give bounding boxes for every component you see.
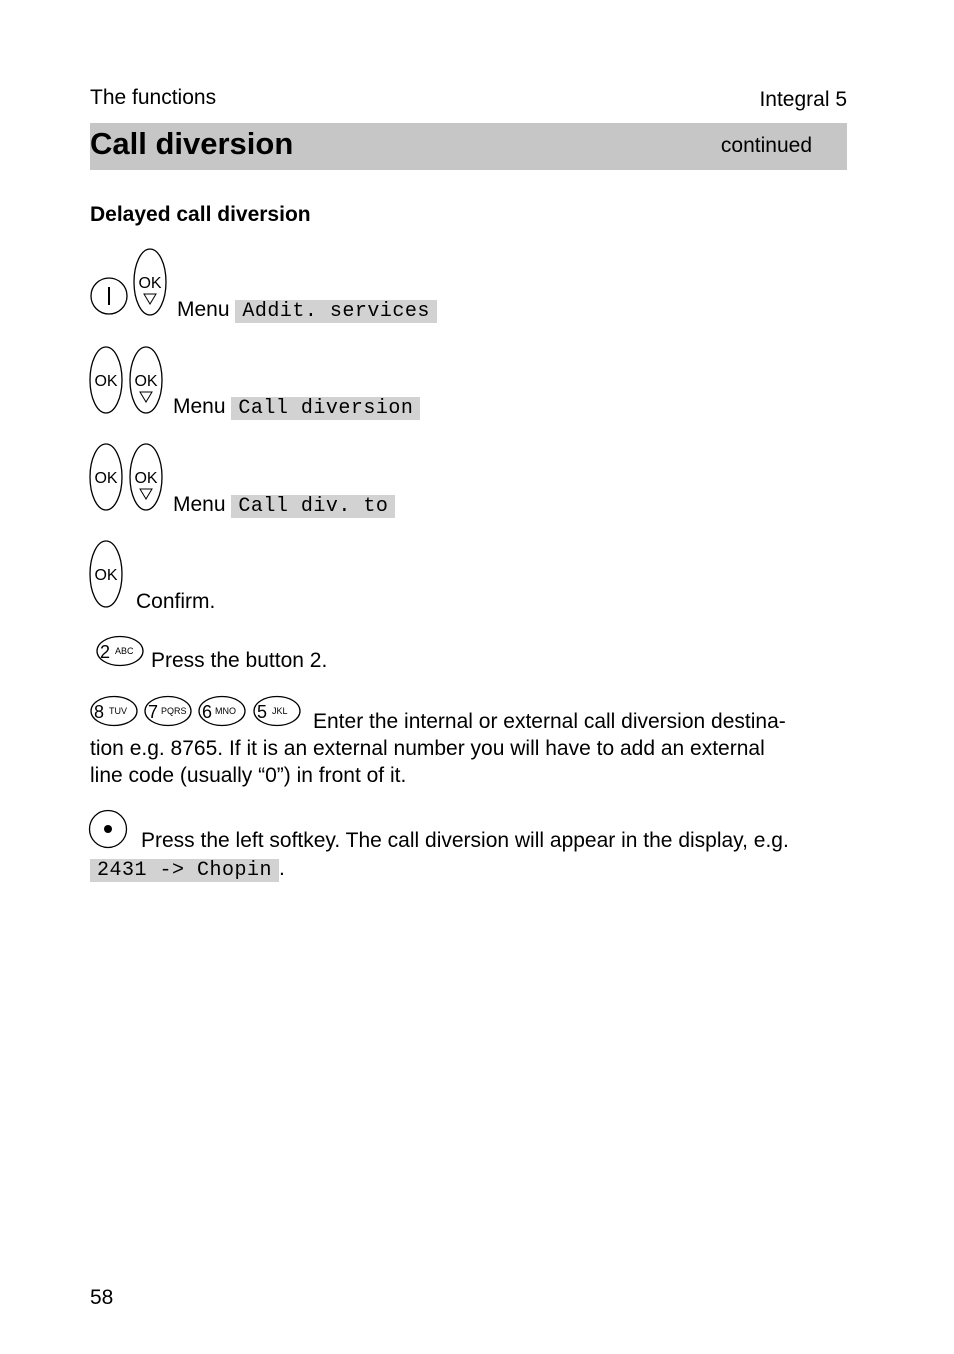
key-2-icon <box>96 636 144 668</box>
key-letters: TUV <box>109 706 127 716</box>
ok-down-key-icon <box>129 443 165 511</box>
ok-key-icon <box>89 540 125 608</box>
menu-label: Menu <box>173 493 226 516</box>
continued-label: continued <box>720 134 812 157</box>
display-text: Call diversion <box>231 397 420 420</box>
menu-label: Menu <box>173 395 226 418</box>
display-text: 2431 -> Chopin <box>90 859 279 882</box>
section-subheading: Delayed call diversion <box>90 203 311 226</box>
key-6-icon <box>198 696 246 728</box>
running-header-section: The functions <box>90 86 217 109</box>
key-letters: ABC <box>115 646 134 656</box>
step-1 <box>177 298 437 323</box>
ok-key-icon <box>89 443 125 511</box>
step-3 <box>173 493 395 518</box>
page-number: 58 <box>90 1286 114 1309</box>
key-5-icon <box>253 696 301 728</box>
ok-label: OK <box>134 373 158 390</box>
softkey-icon <box>89 810 129 850</box>
ok-label: OK <box>94 470 118 487</box>
key-digit: 6 <box>202 702 213 722</box>
period: . <box>279 857 285 880</box>
page-title: Call diversion <box>90 126 294 161</box>
key-8-icon <box>90 696 138 728</box>
step-5-text: Press the button 2. <box>151 649 328 672</box>
step-7-text: Press the left softkey. The call diversion will appear in the display, e.g. <box>141 829 789 852</box>
step-6-line-3: line code (usually “0”) in front of it. <box>90 764 407 787</box>
menu-key-icon <box>90 277 128 315</box>
key-digit: 7 <box>148 702 159 722</box>
key-letters: JKL <box>272 706 288 716</box>
display-text: Addit. services <box>235 300 437 323</box>
ok-label: OK <box>138 275 162 292</box>
step-2 <box>173 395 420 420</box>
ok-key-icon <box>89 346 125 414</box>
ok-down-key-icon <box>129 346 165 414</box>
step-6-line-2: tion e.g. 8765. If it is an external number you will have to add an external <box>90 737 765 760</box>
ok-label: OK <box>134 470 158 487</box>
display-text: Call div. to <box>231 495 395 518</box>
ok-label: OK <box>94 567 118 584</box>
key-7-icon <box>144 696 192 728</box>
key-digit: 2 <box>100 642 111 662</box>
key-digit: 8 <box>94 702 105 722</box>
step-7-display-line <box>90 857 285 882</box>
key-digit: 5 <box>257 702 268 722</box>
ok-label: OK <box>94 373 118 390</box>
key-letters: MNO <box>215 706 236 716</box>
menu-label: Menu <box>177 298 230 321</box>
key-letters: PQRS <box>161 706 187 716</box>
step-4-text: Confirm. <box>136 590 216 613</box>
running-header-product: Integral 5 <box>759 88 847 111</box>
title-bar <box>90 123 847 170</box>
step-6-line-1: Enter the internal or external call diversion destina- <box>313 710 786 733</box>
ok-down-key-icon <box>133 248 169 316</box>
